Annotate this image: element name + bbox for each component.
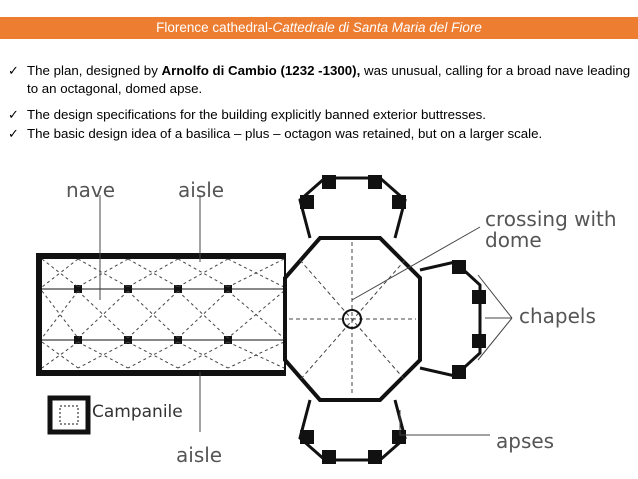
nave-pillars — [36, 253, 286, 376]
label-nave: nave — [66, 178, 116, 202]
bullet-text: The basic design idea of a basilica – plus – octagon was retained, but on a larger scale. — [27, 126, 543, 141]
bullet-bold-text: Arnolfo di Cambio (1232 -1300), — [161, 63, 361, 78]
crossing-octagon — [285, 238, 420, 400]
nave-outline — [40, 257, 285, 372]
leader-lines — [100, 195, 512, 435]
checkmark-icon: ✓ — [8, 107, 19, 122]
bullet-text: The design specifications for the building explicitly banned exterior buttresses. — [27, 107, 486, 122]
label-aisle-bottom: aisle — [176, 443, 223, 467]
checkmark-icon: ✓ — [8, 126, 19, 141]
title-prefix: Florence cathedral- — [156, 20, 273, 35]
label-aisle-top: aisle — [178, 178, 225, 202]
label-campanile: Campanile — [92, 402, 183, 422]
label-crossing: crossing with — [485, 207, 617, 231]
label-dome: dome — [485, 228, 542, 252]
campanile-tower — [50, 398, 88, 432]
label-apses: apses — [496, 429, 555, 453]
label-chapels: chapels — [519, 304, 596, 328]
bullet-text: The plan, designed by — [27, 63, 162, 78]
checkmark-icon: ✓ — [8, 63, 19, 78]
bullet-text-cont: was unusual, calling for a broad nave leading to an octagonal, domed apse. — [27, 63, 631, 96]
title-italic: Cattedrale di Santa Maria del Fiore — [272, 20, 482, 35]
